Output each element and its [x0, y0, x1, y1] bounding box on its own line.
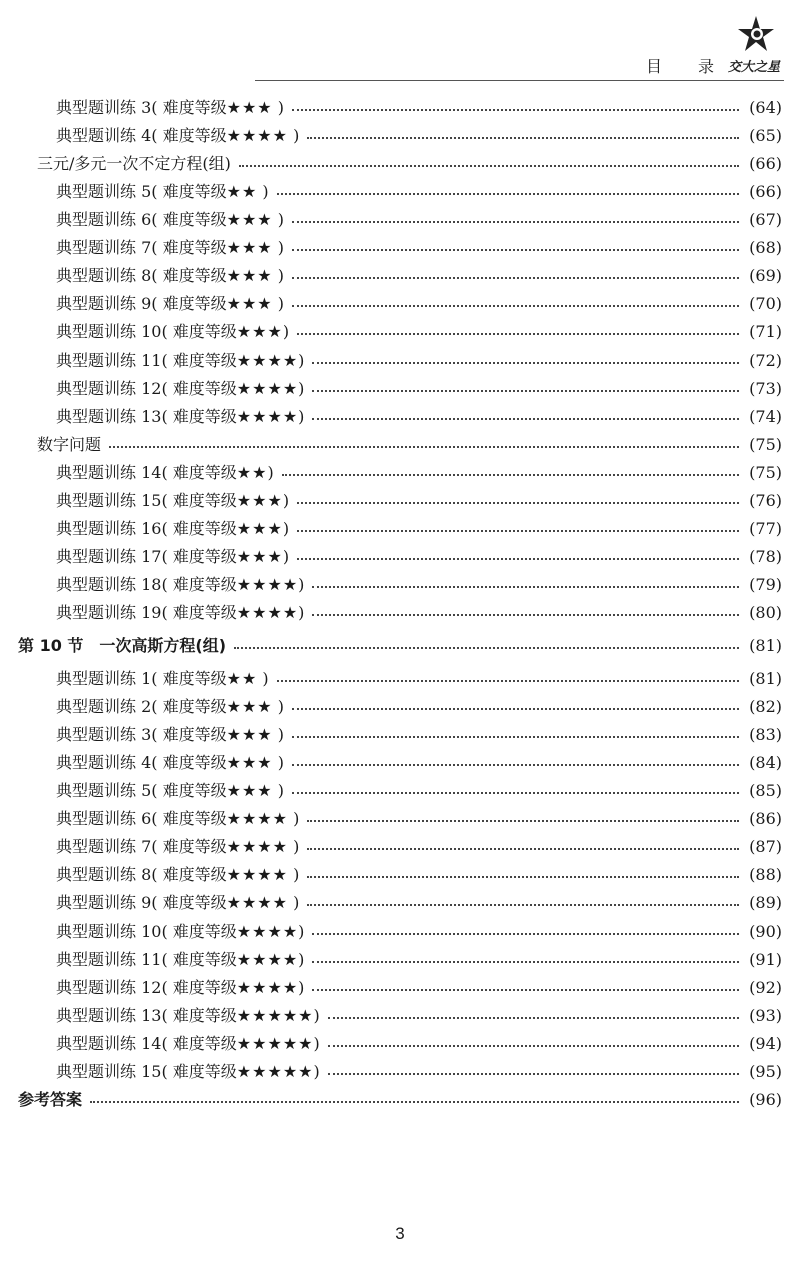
difficulty-stars: ★★★	[226, 266, 273, 286]
difficulty-stars: ★★★★	[236, 574, 299, 594]
toc-entry-title	[56, 515, 289, 543]
toc-entry-text: 典型题训练 8( 难度等级	[56, 266, 227, 286]
toc-entry-close: )	[272, 294, 284, 314]
toc-entry-text: 典型题训练 16( 难度等级	[56, 518, 237, 538]
difficulty-stars: ★★★★	[236, 921, 299, 941]
toc-entry-title	[56, 234, 284, 262]
page-number: 3	[395, 1224, 405, 1243]
toc-entry-title	[56, 721, 284, 749]
toc-entry-page: (73)	[749, 378, 782, 398]
toc-entry[interactable]	[0, 515, 800, 543]
toc-entry[interactable]	[0, 599, 800, 627]
dot-leader	[297, 333, 739, 335]
toc-entry-title	[56, 1030, 320, 1058]
toc-entry-text: 典型题训练 3( 难度等级	[56, 725, 227, 745]
difficulty-stars: ★★★★	[226, 865, 288, 885]
difficulty-stars: ★★★★★	[236, 1061, 314, 1081]
difficulty-stars: ★★★★	[226, 893, 288, 913]
toc-entry-text: 典型题训练 6( 难度等级	[56, 809, 227, 829]
difficulty-stars: ★★★★	[226, 126, 288, 146]
toc-entry[interactable]	[0, 1058, 800, 1086]
difficulty-stars: ★★★★	[226, 837, 288, 857]
toc-entry[interactable]	[0, 403, 800, 431]
toc-entry-page: (70)	[749, 294, 782, 314]
toc-entry-close: )	[287, 893, 300, 913]
dot-leader	[328, 1017, 739, 1019]
toc-entry-text: 典型题训练 4( 难度等级	[56, 753, 227, 773]
toc-entry-close: )	[272, 266, 284, 286]
toc-entry-page: (94)	[749, 1033, 782, 1053]
dot-leader	[312, 586, 739, 588]
toc-entry-close: )	[287, 865, 300, 885]
toc-entry-page: (85)	[749, 781, 782, 801]
difficulty-stars: ★★★★	[226, 809, 288, 829]
toc-entry-title	[56, 347, 304, 375]
toc-entry-text: 典型题训练 8( 难度等级	[56, 865, 227, 885]
difficulty-stars: ★★★★	[236, 378, 299, 398]
toc-entry[interactable]	[0, 375, 800, 403]
toc-entry-title	[56, 805, 299, 833]
toc-entry-title	[56, 543, 289, 571]
toc-entry-title	[56, 318, 289, 346]
toc-entry-close: )	[272, 781, 284, 801]
toc-entry-page: (88)	[749, 865, 782, 885]
toc-entry-text: 典型题训练 7( 难度等级	[56, 837, 227, 857]
difficulty-stars: ★★★★★	[236, 1033, 314, 1053]
toc-entry-close: )	[282, 322, 290, 342]
toc-entry[interactable]	[0, 487, 800, 515]
brand-name: 交大之星	[728, 60, 781, 75]
toc-entry[interactable]	[0, 1002, 800, 1030]
toc-entry[interactable]	[0, 262, 800, 290]
toc-entry-close: )	[298, 574, 305, 594]
toc-entry-text: 典型题训练 9( 难度等级	[56, 294, 227, 314]
toc-entry[interactable]	[0, 431, 800, 459]
toc-entry-text: 参考答案	[18, 1089, 83, 1109]
toc-entry[interactable]	[0, 861, 800, 889]
toc-entry-title	[56, 290, 284, 318]
dot-leader	[312, 961, 739, 963]
difficulty-stars: ★★★	[236, 518, 283, 538]
toc-entry-page: (75)	[749, 462, 782, 482]
toc-entry-close: )	[287, 126, 300, 146]
toc-entry-text: 典型题训练 14( 难度等级	[56, 462, 237, 482]
toc-entry-title	[56, 693, 284, 721]
difficulty-stars: ★★★	[226, 781, 273, 801]
dot-leader	[292, 792, 739, 794]
toc-entry-close: )	[298, 406, 305, 426]
toc-entry-close: )	[298, 949, 305, 969]
toc-entry-page: (75)	[749, 434, 782, 454]
difficulty-stars: ★★★	[226, 294, 273, 314]
difficulty-stars: ★★★★	[236, 602, 299, 622]
header-label-part2: 录	[698, 57, 715, 76]
toc-entry-title	[18, 1086, 82, 1114]
toc-entry-title	[18, 632, 226, 660]
toc-entry[interactable]	[0, 974, 800, 1002]
dot-leader	[312, 614, 739, 616]
toc-entry-close: )	[298, 921, 305, 941]
toc-entry[interactable]	[0, 833, 800, 861]
toc-entry[interactable]	[0, 178, 800, 206]
dot-leader	[109, 446, 739, 448]
toc-entry-text: 典型题训练 6( 难度等级	[56, 210, 227, 230]
toc-entry-close: )	[272, 210, 284, 230]
toc-entry-close: )	[257, 182, 269, 202]
toc-entry[interactable]	[0, 206, 800, 234]
dot-leader	[307, 137, 739, 139]
dot-leader	[277, 193, 740, 195]
dot-leader	[234, 647, 739, 649]
toc-entry-page: (96)	[749, 1089, 782, 1109]
toc-entry-title	[56, 861, 299, 889]
toc-entry-page: (81)	[749, 669, 782, 688]
dot-leader	[307, 876, 739, 878]
toc-entry-text: 典型题训练 11( 难度等级	[56, 949, 237, 969]
toc-entry[interactable]	[0, 571, 800, 599]
toc-entry[interactable]	[0, 777, 800, 805]
toc-entry-page: (78)	[749, 546, 782, 566]
toc-entry[interactable]	[0, 693, 800, 721]
toc-entry-title	[56, 1058, 320, 1086]
toc-entry-text: 第 10 节 一次高斯方程(组)	[18, 636, 227, 655]
dot-leader	[312, 418, 739, 420]
toc-entry-text: 典型题训练 10( 难度等级	[56, 921, 237, 941]
toc-entry-text: 典型题训练 1( 难度等级	[56, 669, 227, 688]
dot-leader	[292, 736, 739, 738]
difficulty-stars: ★★★★	[236, 406, 299, 426]
toc-entry-text: 典型题训练 18( 难度等级	[56, 574, 237, 594]
toc-entry-title	[56, 749, 284, 777]
toc-entry-page: (82)	[749, 697, 782, 717]
toc-entry-title	[56, 178, 269, 206]
toc-entry-close: )	[282, 518, 290, 538]
toc-entry[interactable]	[0, 805, 800, 833]
toc-entry-page: (95)	[749, 1061, 782, 1081]
toc-entry-title	[56, 94, 284, 122]
toc-entry-text: 三元/多元一次不定方程(组)	[37, 154, 231, 174]
toc-entry[interactable]	[0, 1086, 800, 1114]
toc-entry-text: 典型题训练 7( 难度等级	[56, 238, 227, 258]
toc-entry-page: (66)	[749, 154, 782, 174]
toc-entry[interactable]	[0, 946, 800, 974]
toc-entry-page: (83)	[749, 725, 782, 745]
dot-leader	[312, 933, 739, 935]
toc-entry-text: 典型题训练 5( 难度等级	[56, 781, 227, 801]
difficulty-stars: ★★★	[226, 210, 273, 230]
toc-entry[interactable]	[0, 318, 800, 346]
difficulty-stars: ★★★	[236, 490, 283, 510]
toc-entry-page: (87)	[749, 837, 782, 857]
toc-entry-close: )	[313, 1005, 320, 1025]
toc-entry-page: (67)	[749, 210, 782, 230]
dot-leader	[297, 530, 739, 532]
toc-entry[interactable]	[0, 543, 800, 571]
toc-entry-close: )	[298, 350, 305, 370]
toc-entry-title	[56, 1002, 320, 1030]
toc-entry-page: (71)	[749, 322, 782, 342]
toc-entry[interactable]	[0, 234, 800, 262]
difficulty-stars: ★★★★	[236, 977, 299, 997]
difficulty-stars: ★★	[226, 182, 258, 202]
toc-entry-text: 典型题训练 2( 难度等级	[56, 697, 227, 717]
toc-entry-page: (92)	[749, 977, 782, 997]
toc-entry-title	[56, 599, 304, 627]
toc-entry-text: 典型题训练 12( 难度等级	[56, 378, 237, 398]
toc-entry-text: 典型题训练 15( 难度等级	[56, 490, 237, 510]
toc-entry-text: 典型题训练 13( 难度等级	[56, 1005, 237, 1025]
difficulty-stars: ★★★	[236, 546, 283, 566]
toc-entry-text: 典型题训练 15( 难度等级	[56, 1061, 237, 1081]
toc-entry[interactable]	[0, 665, 800, 693]
dot-leader	[282, 474, 739, 476]
header-label-part1: 目	[646, 57, 663, 76]
toc-entry-page: (69)	[749, 266, 782, 286]
toc-entry-text: 数字问题	[37, 434, 102, 454]
toc-entry-page: (80)	[749, 602, 782, 622]
toc-entry-text: 典型题训练 5( 难度等级	[56, 182, 227, 202]
toc-entry[interactable]	[0, 290, 800, 318]
difficulty-stars: ★★	[226, 669, 258, 688]
difficulty-stars: ★★★	[226, 697, 273, 717]
dot-leader	[312, 989, 739, 991]
toc-entry[interactable]	[0, 122, 800, 150]
toc-entry-page: (65)	[749, 126, 782, 146]
toc-entry-text: 典型题训练 9( 难度等级	[56, 893, 227, 913]
dot-leader	[328, 1073, 739, 1075]
toc-entry-text: 典型题训练 3( 难度等级	[56, 98, 227, 117]
toc-entry-text: 典型题训练 10( 难度等级	[56, 322, 237, 342]
difficulty-stars: ★★★★★	[236, 1005, 314, 1025]
toc-entry[interactable]	[0, 459, 800, 487]
dot-leader	[292, 221, 739, 223]
toc-entry-page: (90)	[749, 921, 782, 941]
toc-entry-page: (64)	[749, 98, 782, 117]
toc-entry-page: (77)	[749, 518, 782, 538]
toc-entry-title	[56, 459, 274, 487]
toc-entry-close: )	[272, 98, 284, 117]
toc-entry-title	[56, 122, 299, 150]
toc-entry-title	[56, 946, 304, 974]
toc-entry-page: (66)	[749, 182, 782, 202]
toc-entry-title	[56, 889, 299, 917]
toc-entry-text: 典型题训练 11( 难度等级	[56, 350, 237, 370]
toc-entry-title	[56, 974, 304, 1002]
toc-entry[interactable]	[0, 721, 800, 749]
toc-entry-page: (72)	[749, 350, 782, 370]
toc-entry-close: )	[298, 602, 305, 622]
toc-entry-close: )	[267, 462, 274, 482]
toc-entry-close: )	[272, 238, 284, 258]
dot-leader	[307, 820, 739, 822]
toc-entry-close: )	[313, 1061, 320, 1081]
difficulty-stars: ★★★	[226, 725, 273, 745]
toc-entry-close: )	[298, 378, 305, 398]
toc-entry-text: 典型题训练 4( 难度等级	[56, 126, 227, 146]
toc-entry-title	[56, 403, 304, 431]
toc-entry[interactable]	[0, 94, 800, 122]
dot-leader	[307, 848, 739, 850]
toc-entry[interactable]	[0, 918, 800, 946]
toc-entry[interactable]	[0, 150, 800, 178]
toc-entry-page: (79)	[749, 574, 782, 594]
difficulty-stars: ★★★★	[236, 949, 299, 969]
toc-entry-close: )	[257, 669, 269, 688]
toc-entry-text: 典型题训练 19( 难度等级	[56, 602, 237, 622]
dot-leader	[297, 558, 739, 560]
toc-entry-page: (76)	[749, 490, 782, 510]
toc-entry-page: (68)	[749, 238, 782, 258]
toc-entry-text: 典型题训练 17( 难度等级	[56, 546, 237, 566]
star-eye-logo-icon	[736, 14, 776, 54]
toc-entry-page: (84)	[749, 753, 782, 773]
dot-leader	[297, 502, 739, 504]
dot-leader	[292, 305, 739, 307]
toc-entry-close: )	[282, 490, 290, 510]
toc-entry[interactable]	[0, 632, 800, 660]
toc-entry-title	[37, 150, 231, 178]
toc-entry-close: )	[287, 837, 300, 857]
dot-leader	[90, 1101, 739, 1103]
toc-entry-text: 典型题训练 14( 难度等级	[56, 1033, 237, 1053]
toc-entry-title	[56, 918, 304, 946]
toc-entry-title	[56, 262, 284, 290]
toc-entry-text: 典型题训练 13( 难度等级	[56, 406, 237, 426]
difficulty-stars: ★★	[236, 462, 268, 482]
toc-entry-page: (81)	[749, 636, 782, 655]
toc-entry-close: )	[287, 809, 300, 829]
dot-leader	[312, 390, 739, 392]
section-header-label	[646, 54, 714, 77]
toc-entry-title	[56, 487, 289, 515]
toc-entry-close: )	[313, 1033, 320, 1053]
dot-leader	[307, 904, 739, 906]
difficulty-stars: ★★★	[236, 322, 283, 342]
difficulty-stars: ★★★	[226, 98, 273, 117]
dot-leader	[292, 277, 739, 279]
difficulty-stars: ★★★	[226, 753, 273, 773]
toc-entry-title	[56, 206, 284, 234]
toc-entry-title	[56, 665, 269, 693]
dot-leader	[277, 680, 740, 682]
dot-leader	[328, 1045, 739, 1047]
difficulty-stars: ★★★★	[236, 350, 299, 370]
toc-entry-title	[37, 431, 101, 459]
toc-entry-close: )	[282, 546, 290, 566]
toc-entry-title	[56, 375, 304, 403]
toc-entry-page: (93)	[749, 1005, 782, 1025]
toc-entry-close: )	[298, 977, 305, 997]
toc-entry-page: (89)	[749, 893, 782, 913]
toc-entry[interactable]	[0, 347, 800, 375]
toc-entry[interactable]	[0, 889, 800, 917]
toc-entry-title	[56, 833, 299, 861]
dot-leader	[239, 165, 739, 167]
toc-entry-page: (91)	[749, 949, 782, 969]
toc-entry[interactable]	[0, 1030, 800, 1058]
dot-leader	[292, 109, 739, 111]
header-divider	[255, 80, 784, 81]
toc-entry-page: (86)	[749, 809, 782, 829]
toc-entry-title	[56, 571, 304, 599]
dot-leader	[292, 708, 739, 710]
dot-leader	[312, 362, 739, 364]
toc-entry[interactable]	[0, 749, 800, 777]
toc-entry-page: (74)	[749, 406, 782, 426]
dot-leader	[292, 764, 739, 766]
dot-leader	[292, 249, 739, 251]
toc-entry-close: )	[272, 697, 284, 717]
difficulty-stars: ★★★	[226, 238, 273, 258]
toc-entry-text: 典型题训练 12( 难度等级	[56, 977, 237, 997]
toc-entry-close: )	[272, 753, 284, 773]
toc-entry-close: )	[272, 725, 284, 745]
toc-entry-title	[56, 777, 284, 805]
